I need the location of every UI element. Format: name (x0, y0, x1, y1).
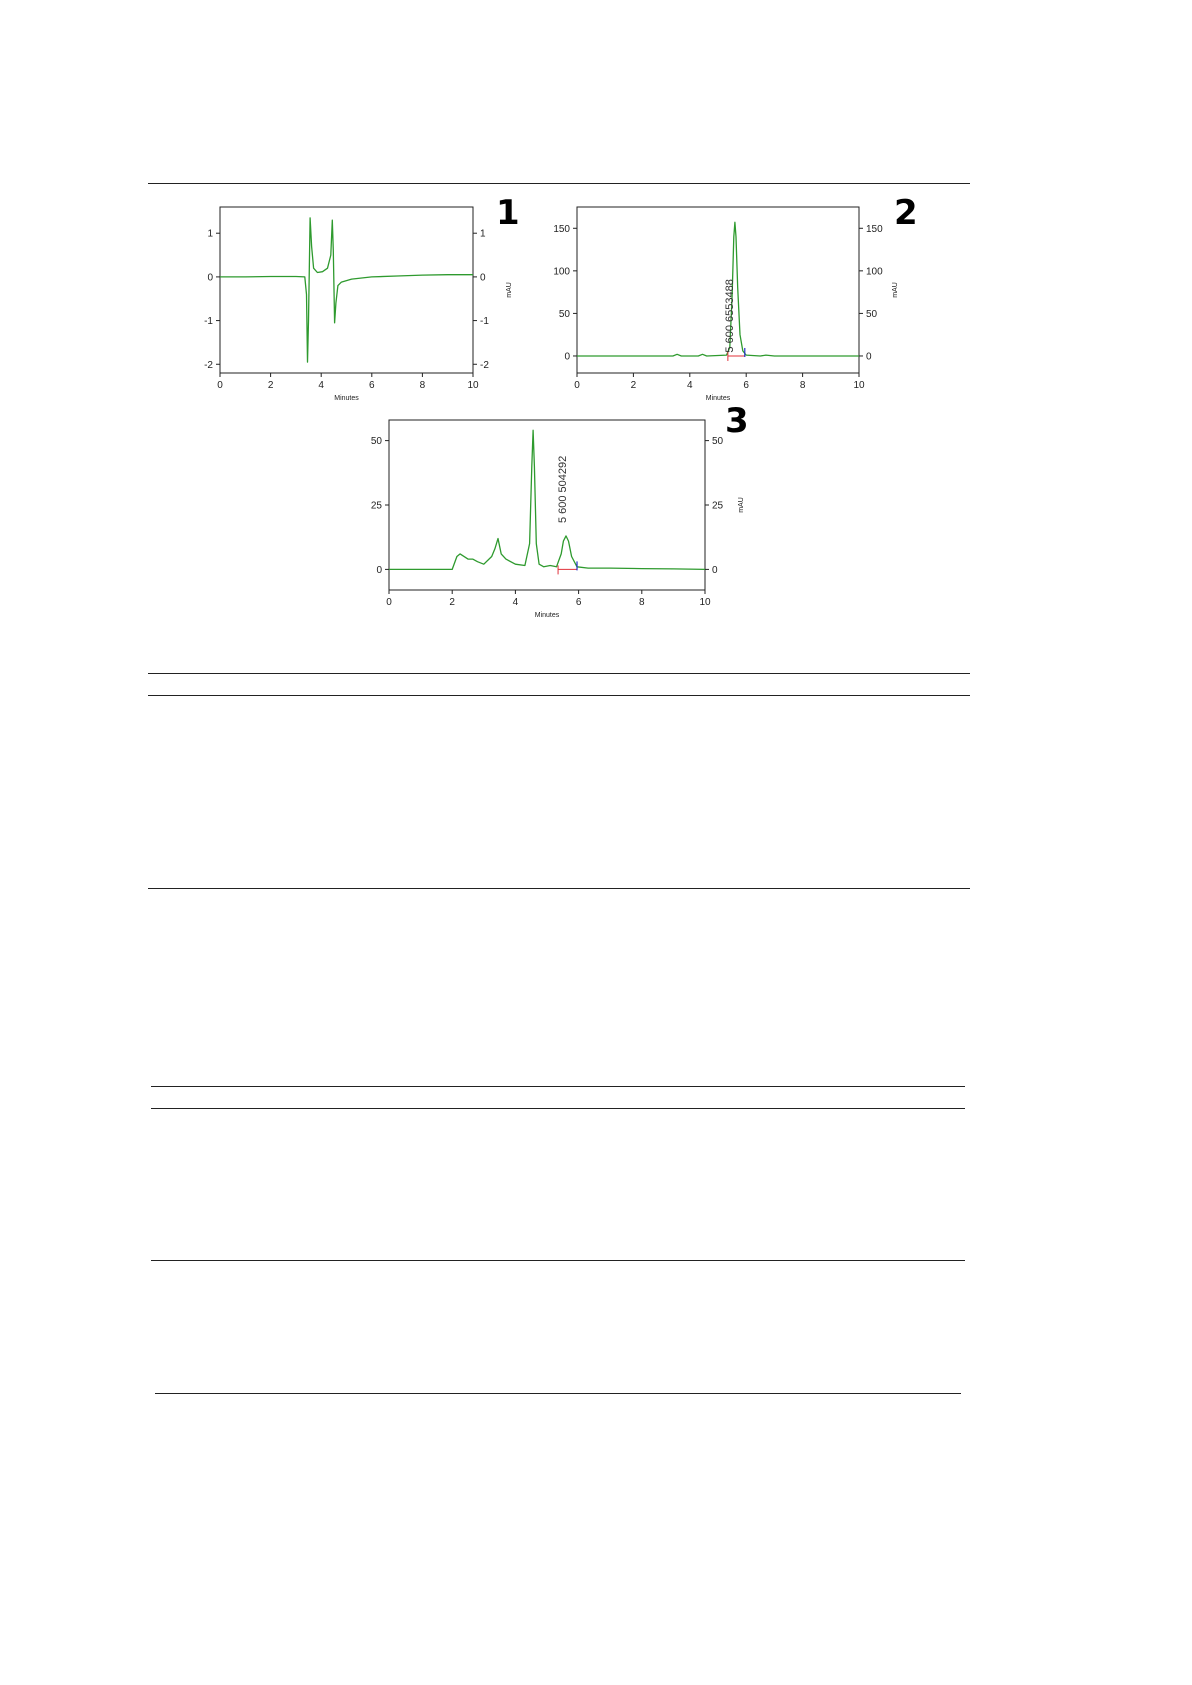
y-tick-label-left: 150 (553, 223, 570, 235)
x-tick-label: 4 (318, 380, 324, 391)
table2-bottom-rule (155, 1393, 961, 1394)
x-tick-label: 8 (639, 597, 645, 608)
y-tick-label-right: -1 (480, 316, 489, 328)
y-tick-label-right: 0 (712, 564, 718, 576)
y-tick-label-right: 150 (866, 223, 883, 235)
x-tick-label: 6 (743, 380, 749, 391)
y-tick-label-right: 1 (480, 228, 486, 240)
x-tick-label: 2 (630, 380, 637, 391)
peak-annotation: 5 600 6553488 (723, 279, 736, 353)
y-tick-label-left: 0 (376, 564, 382, 576)
y-tick-label-left: -2 (204, 359, 213, 371)
plot-frame (220, 207, 473, 373)
y-tick-label-right: -2 (480, 359, 489, 371)
y-tick-label-right: 50 (712, 436, 724, 448)
table2-mid-rule (151, 1260, 965, 1261)
y-tick-label-right: 0 (866, 351, 872, 363)
y-tick-label-left: 50 (370, 436, 382, 448)
panel-number-2: 2 (894, 193, 918, 233)
chromatogram-1 (190, 195, 530, 405)
peak-annotation: 5 600 504292 (556, 455, 569, 524)
y-tick-label-left: 1 (207, 228, 213, 240)
chromatogram-trace (220, 218, 473, 362)
x-tick-label: 4 (512, 597, 519, 608)
y-tick-label-left: 0 (207, 272, 213, 284)
x-tick-label: 2 (267, 380, 274, 391)
y-tick-label-right: 100 (866, 266, 883, 278)
panel-number-1: 1 (496, 193, 520, 233)
chromatogram-3 (355, 401, 775, 620)
chromatogram-2 (540, 195, 920, 405)
x-tick-label: 0 (386, 597, 392, 608)
x-tick-label: 6 (369, 380, 375, 391)
x-tick-label: 8 (419, 380, 426, 391)
table1-bottom-rule (148, 888, 970, 889)
x-tick-label: 0 (217, 380, 223, 391)
y-tick-label-right: 25 (712, 500, 724, 512)
panel-number-3: 3 (725, 401, 749, 441)
figure-top-rule (148, 183, 970, 184)
y-tick-label-left: 100 (553, 266, 570, 278)
y-tick-label-right: 0 (480, 272, 486, 284)
table2-top-rule (151, 1086, 965, 1087)
x-axis-label: Minutes (534, 612, 560, 619)
plot-frame (577, 207, 859, 373)
x-tick-label: 6 (575, 597, 582, 608)
chromatogram-trace (577, 222, 859, 356)
y-tick-label-left: 0 (564, 351, 570, 363)
x-tick-label: 10 (853, 380, 865, 391)
plot-frame (389, 420, 705, 590)
x-tick-label: 10 (467, 380, 479, 391)
y-tick-label-left: 50 (558, 308, 570, 320)
y-tick-label-left: 25 (370, 500, 382, 512)
chromatogram-trace (389, 430, 705, 569)
y-tick-label-left: -1 (204, 316, 213, 328)
y-tick-label-right: 50 (866, 308, 878, 320)
x-tick-label: 4 (687, 380, 693, 391)
x-tick-label: 8 (799, 380, 806, 391)
y-axis-label-right: mAU (892, 282, 899, 298)
table1-top-rule (148, 673, 970, 674)
x-tick-label: 2 (449, 597, 455, 608)
y-axis-label-right: mAU (506, 282, 513, 298)
x-tick-label: 10 (699, 597, 711, 608)
table2-header-rule (151, 1108, 965, 1109)
x-tick-label: 0 (574, 380, 580, 391)
y-axis-label-right: mAU (738, 497, 745, 513)
table1-header-rule (148, 695, 970, 696)
x-axis-label: Minutes (334, 395, 359, 402)
x-axis-label: Minutes (705, 395, 731, 402)
